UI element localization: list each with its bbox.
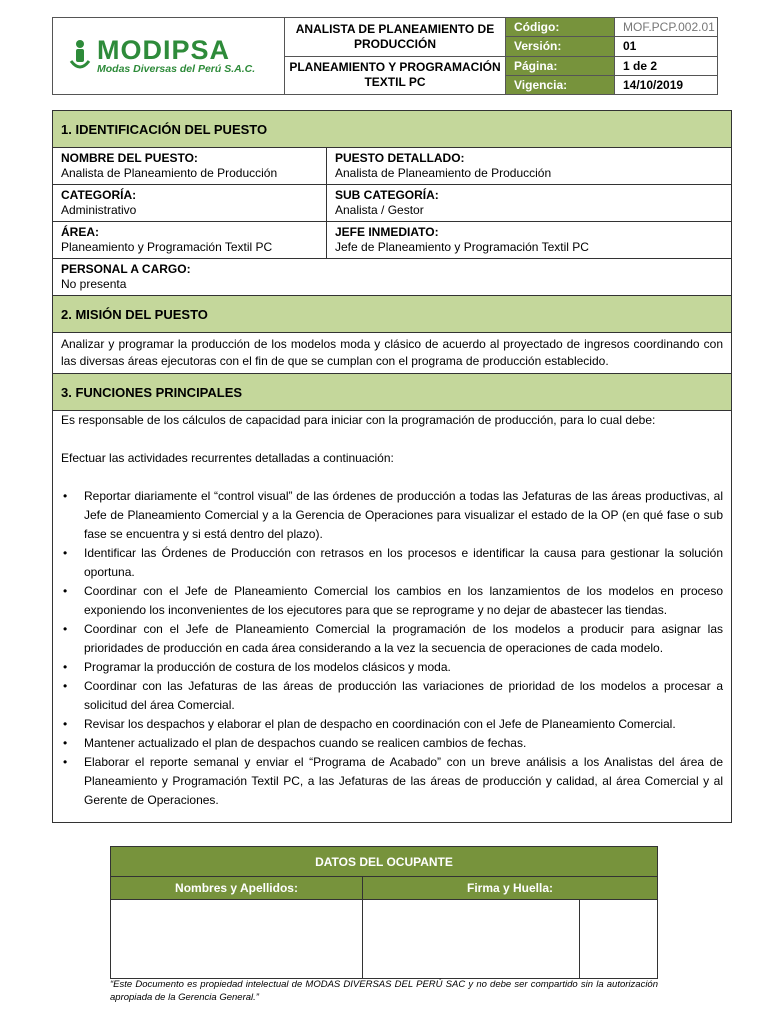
- section-3-title: 3. FUNCIONES PRINCIPALES: [53, 374, 731, 411]
- logo-name: MODIPSA: [97, 35, 231, 65]
- detallado-cell: [327, 148, 731, 184]
- row-area: [53, 222, 731, 259]
- subcategoria-value: Analista / Gestor: [335, 203, 424, 217]
- nombre-value: Analista de Planeamiento de Producción: [61, 166, 278, 180]
- footer-disclaimer: “Este Documento es propiedad intelectual de MODAS DIVERSAS DEL PERÚ SAC y no debe ser compartido sin la autorización apropiada de la Gerencia General.”: [110, 979, 658, 1003]
- names-field[interactable]: [111, 900, 363, 979]
- detallado-value: Analista de Planeamiento de Producción: [335, 166, 552, 180]
- company-logo: [53, 18, 284, 94]
- version-label: Versión:: [506, 37, 615, 56]
- row-nombre: [53, 148, 731, 185]
- bullet-icon: •: [63, 622, 68, 636]
- categoria-label: CATEGORÍA:: [61, 188, 137, 202]
- bullet-icon: •: [63, 679, 68, 693]
- list-item: • Coordinar con el Jefe de Planeamiento Comercial la programación de los modelos a producir para asignar las prioridades de producción en cada área considerando a la vez la secuencia de operaciones de cada modelo.: [63, 622, 723, 655]
- row-categoria: [53, 185, 731, 222]
- signature-header: Firma y Huella:: [363, 877, 658, 900]
- vigencia-label: Vigencia:: [506, 75, 615, 94]
- bullet-icon: •: [63, 717, 68, 731]
- codigo-label: Código:: [506, 18, 615, 37]
- codigo-value: MOF.PCP.002.01: [615, 18, 718, 37]
- pagina-value: 1 de 2: [615, 56, 718, 75]
- fingerprint-field[interactable]: [580, 900, 658, 979]
- bullet-icon: •: [63, 584, 68, 598]
- bullet-icon: •: [63, 736, 68, 750]
- jefe-label: JEFE INMEDIATO:: [335, 225, 439, 239]
- list-item: • Identificar las Órdenes de Producción con retrasos en los procesos e identificar la causa para gestionar la solución oportuna.: [63, 546, 723, 579]
- personal-cell: [53, 259, 199, 295]
- nombre-cell: [53, 148, 327, 184]
- version-value: 01: [615, 37, 718, 56]
- section-1-title: 1. IDENTIFICACIÓN DEL PUESTO: [53, 111, 731, 148]
- row-personal: [53, 259, 731, 296]
- list-item: • Revisar los despachos y elaborar el plan de despacho en coordinación con el Jefe de Planeamiento Comercial.: [61, 715, 723, 734]
- area-cell: [53, 222, 327, 258]
- list-item: • Coordinar con las Jefaturas de las áreas de producción las variaciones de prioridad de los modelos a procesar a solicitud del área Comercial.: [63, 679, 723, 712]
- document-header: [52, 17, 718, 95]
- categoria-value: Administrativo: [61, 203, 137, 217]
- job-description-form: [52, 110, 732, 823]
- bullet-icon: •: [63, 489, 68, 503]
- bullet-icon: •: [63, 660, 68, 674]
- list-item: • Elaborar el reporte semanal y enviar el “Programa de Acabado” con un breve análisis a los Analistas del área de Planeamiento y Programación Textil PC, a las Jefaturas de las áreas de producción y calidad, al área Comercial y al Gerente de Operaciones.: [63, 755, 723, 807]
- subcategoria-cell: [327, 185, 731, 221]
- logo-cell: [53, 18, 285, 95]
- functions-list: [61, 487, 723, 810]
- occupant-title: DATOS DEL OCUPANTE: [111, 847, 658, 877]
- signature-field[interactable]: [363, 900, 580, 979]
- pagina-label: Página:: [506, 56, 615, 75]
- detallado-label: PUESTO DETALLADO:: [335, 151, 465, 165]
- vigencia-value: 14/10/2019: [615, 75, 718, 94]
- personal-label: PERSONAL A CARGO:: [61, 262, 191, 276]
- subcategoria-label: SUB CATEGORÍA:: [335, 188, 439, 202]
- area-value: Planeamiento y Programación Textil PC: [61, 240, 273, 254]
- list-item: • Mantener actualizado el plan de despachos cuando se realicen cambios de fechas.: [61, 734, 723, 753]
- occupant-table: [110, 846, 658, 979]
- list-item: • Reportar diariamente el “control visual” de las órdenes de producción a todas las Jefaturas de las áreas productivas, al Jefe de Planeamiento Comercial y a la Gerencia de Operaciones para visualizar el estado de la OP (en qué fase o sub fase se encuentra y si está dentro del plazo).: [63, 489, 723, 541]
- document-subtitle: PLANEAMIENTO Y PROGRAMACIÓN TEXTIL PC: [285, 56, 506, 95]
- document-title: ANALISTA DE PLANEAMIENTO DE PRODUCCIÓN: [285, 18, 506, 57]
- mission-text: Analizar y programar la producción de los modelos moda y clásico de acuerdo al proyectado de ingresos coordinando con las diversas áreas ejecutoras con el fin de que se cumplan con el programa de producción establecido.: [53, 333, 731, 374]
- bullet-icon: •: [63, 546, 68, 560]
- personal-value: No presenta: [61, 277, 127, 291]
- names-header: Nombres y Apellidos:: [111, 877, 363, 900]
- functions-intro: Es responsable de los cálculos de capacidad para iniciar con la programación de producción, para lo cual debe:: [61, 413, 656, 427]
- categoria-cell: [53, 185, 327, 221]
- jefe-value: Jefe de Planeamiento y Programación Textil PC: [335, 240, 589, 254]
- section-2-title: 2. MISIÓN DEL PUESTO: [53, 296, 731, 333]
- functions-body: [53, 411, 731, 822]
- list-item: • Coordinar con el Jefe de Planeamiento Comercial los cambios en los lanzamientos de los modelos en proceso exponiendo los inconvenientes de los ejecutores para que se reprograme y no dejar de abastecer las tiendas.: [63, 584, 723, 617]
- nombre-label: NOMBRE DEL PUESTO:: [61, 151, 198, 165]
- logo-subtitle: Modas Diversas del Perú S.A.C.: [97, 63, 256, 75]
- area-label: ÁREA:: [61, 225, 99, 239]
- jefe-cell: [327, 222, 731, 258]
- modipsa-logo-icon: [69, 39, 91, 73]
- bullet-icon: •: [63, 755, 68, 769]
- list-item: • Programar la producción de costura de los modelos clásicos y moda.: [61, 658, 723, 677]
- functions-subintro: Efectuar las actividades recurrentes detalladas a continuación:: [61, 451, 394, 465]
